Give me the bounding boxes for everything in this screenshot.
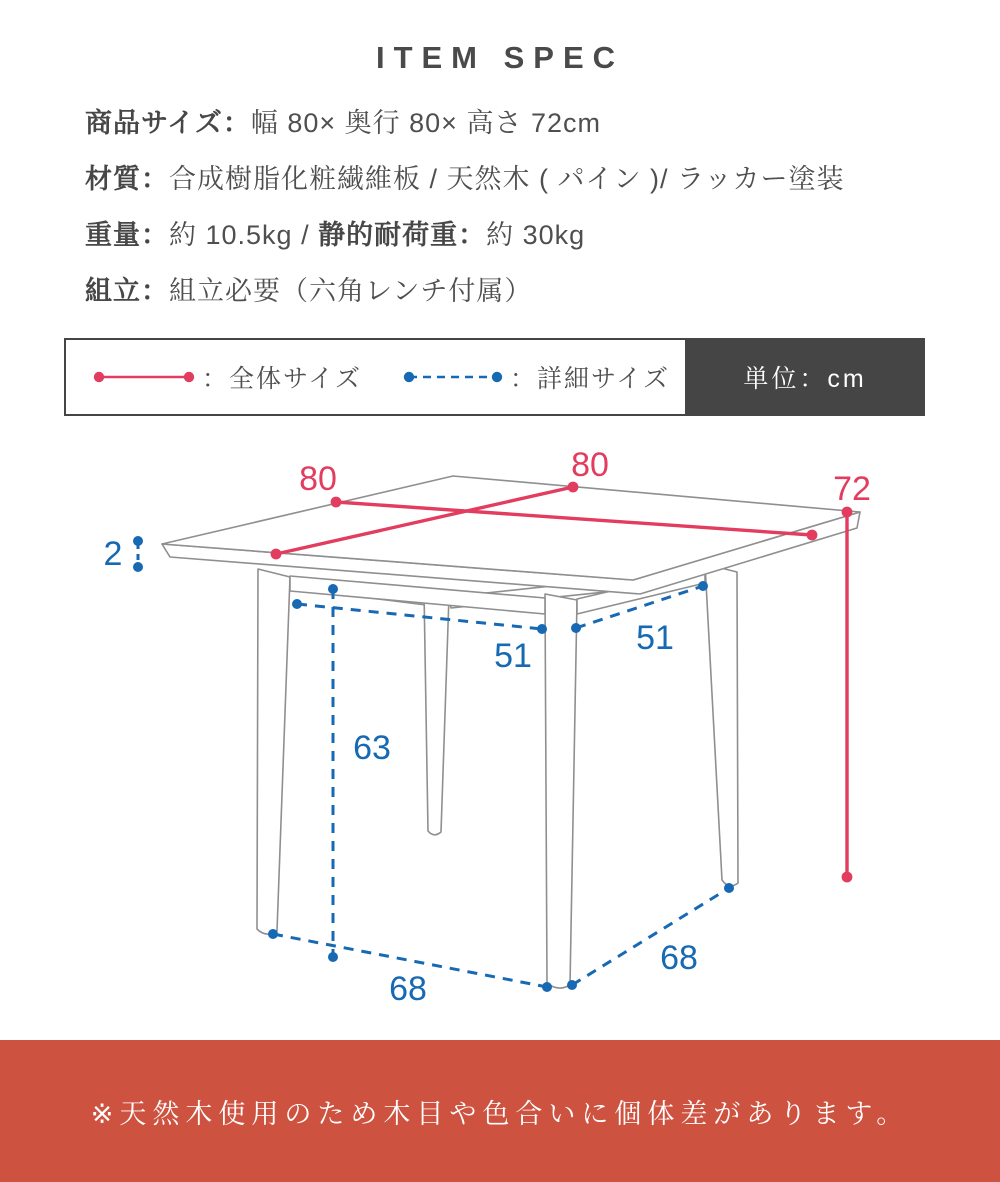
foot-span-front-label: 68 [389,970,427,1008]
table-dimension-diagram [0,428,1000,1028]
spec-value-assembly: 組立必要（六角レンチ付属） [169,276,533,306]
legend-item-detail [400,359,670,395]
spec-label-load: 静的耐荷重： [318,220,487,250]
unit-box [685,338,925,416]
legend-items [66,340,683,414]
table-leg-right [705,564,738,886]
spec-value-weight: 約 10.5kg / [169,220,319,250]
spec-label-size: 商品サイズ： [85,108,251,138]
page-title: ITEM SPEC [375,40,625,75]
spec-value-size: 幅 80× 奥行 80× 高さ 72cm [250,108,601,138]
spec-label-weight: 重量： [85,220,169,250]
table-leg-left [257,569,290,934]
legend-overall-label: ：全体サイズ [202,365,363,393]
table-leg-back [424,591,449,835]
spec-row-material [85,166,945,193]
foot-span-side-line [567,883,734,990]
spec-list [85,110,945,334]
spec-value-load: 約 30kg [486,220,586,250]
table-leg-front [545,594,577,988]
overall-height-line [842,507,853,883]
legend-box [64,338,925,416]
legend-detail-label: ：詳細サイズ [510,365,671,393]
apron-span-side-label: 51 [636,619,674,657]
leg-height-label: 63 [353,729,391,767]
spec-label-material: 材質： [85,164,169,194]
overall-size-line-icon [90,368,198,386]
overall-width-label: 80 [299,460,337,498]
spec-row-assembly [85,278,945,305]
spec-row-size [85,110,945,137]
legend-item-overall [90,359,362,395]
notice-text: ※天然木使用のため木目や色合いに個体差があります。 [90,1098,910,1129]
apron-span-front-label: 51 [494,637,532,675]
overall-height-label: 72 [833,470,871,508]
foot-span-side-label: 68 [660,939,698,977]
top-thickness-line [133,536,143,572]
detail-dimensions [104,535,734,1008]
detail-size-line-icon [400,368,506,386]
notice-banner [0,1040,1000,1182]
overall-depth-label: 80 [571,446,609,484]
table-illustration [162,476,860,988]
spec-label-assembly: 組立： [85,276,169,306]
top-thickness-label: 2 [103,535,123,573]
spec-row-weight [85,222,945,249]
unit-label: 単位：cm [743,365,867,393]
spec-value-material: 合成樹脂化粧繊維板 / 天然木 ( パイン )/ ラッカー塗装 [169,164,845,194]
leg-height-line [328,584,338,962]
